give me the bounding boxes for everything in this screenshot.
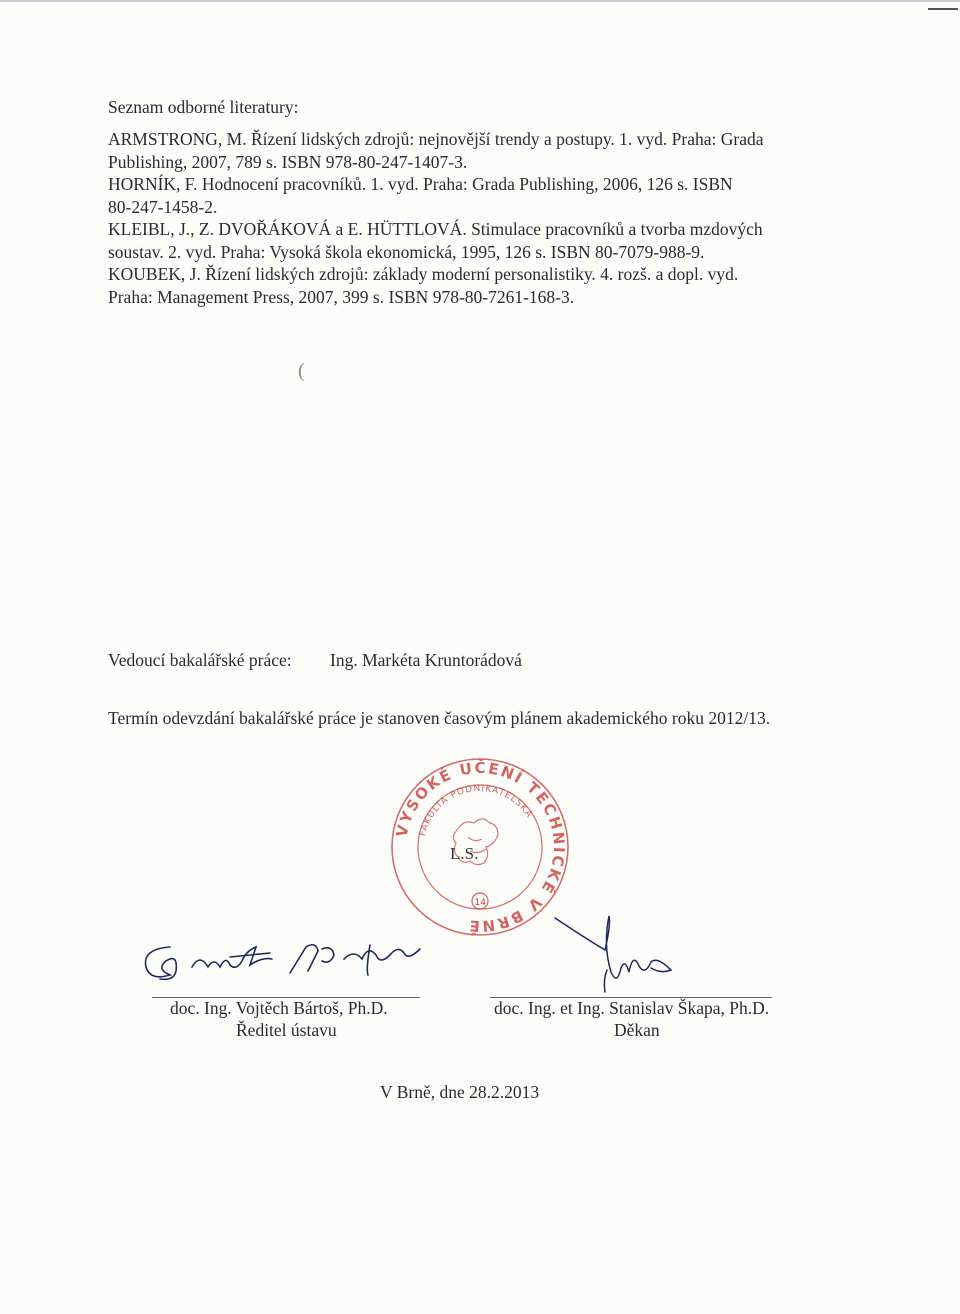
reference-line: ARMSTRONG, M. Řízení lidských zdrojů: nejnovější trendy a postupy. 1. vyd. Praha: Grada [108, 129, 764, 149]
director-name: doc. Ing. Vojtěch Bártoš, Ph.D. [170, 998, 388, 1018]
signature-director [130, 925, 460, 995]
reference-line: KOUBEK, J. Řízení lidských zdrojů: základy moderní personalistiky. 4. rozš. a dopl. vyd. [108, 264, 739, 284]
references-list [108, 128, 828, 308]
reference-line: HORNÍK, F. Hodnocení pracovníků. 1. vyd. Praha: Grada Publishing, 2006, 126 s. ISBN [108, 174, 733, 194]
dean-title: Děkan [614, 1020, 660, 1040]
reference-line: 80-247-1458-2. [108, 196, 218, 217]
supervisor-label: Vedoucí bakalářské práce: [108, 650, 292, 670]
stamp-ls-text: L.S. [450, 844, 479, 863]
reference-line: KLEIBL, J., Z. DVOŘÁKOVÁ a E. HÜTTLOVÁ. Stimulace pracovníků a tvorba mzdových [108, 219, 763, 239]
signature-dean [545, 910, 695, 1000]
stamp-outer-text: VYSOKÉ UČENÍ TECHNICKÉ V BRNĚ [392, 758, 569, 936]
reference-line: Publishing, 2007, 789 s. ISBN 978-80-247-1407-3. [108, 151, 468, 172]
reference-line: soustav. 2. vyd. Praha: Vysoká škola ekonomická, 1995, 126 s. ISBN 80-7079-988-9. [108, 241, 705, 262]
supervisor-name: Ing. Markéta Kruntorádová [330, 650, 522, 670]
reference-line: Praha: Management Press, 2007, 399 s. ISBN 978-80-7261-168-3. [108, 286, 575, 307]
deadline-statement: Termín odevzdání bakalářské práce je stanoven časovým plánem akademického roku 2012/13. [108, 708, 771, 728]
director-title: Ředitel ústavu [236, 1020, 337, 1040]
scan-edge-mark [928, 8, 958, 10]
dean-name: doc. Ing. et Ing. Stanislav Škapa, Ph.D. [494, 998, 770, 1018]
stamp-number: 14 [474, 898, 486, 908]
place-and-date: V Brně, dne 28.2.2013 [380, 1082, 540, 1102]
show-through-mark: ( [298, 360, 305, 382]
scan-edge-line [0, 0, 960, 2]
references-heading: Seznam odborné literatury: [108, 97, 299, 117]
stamp-inner-text: FAKULTA PODNIKATELSKÁ [418, 783, 535, 838]
